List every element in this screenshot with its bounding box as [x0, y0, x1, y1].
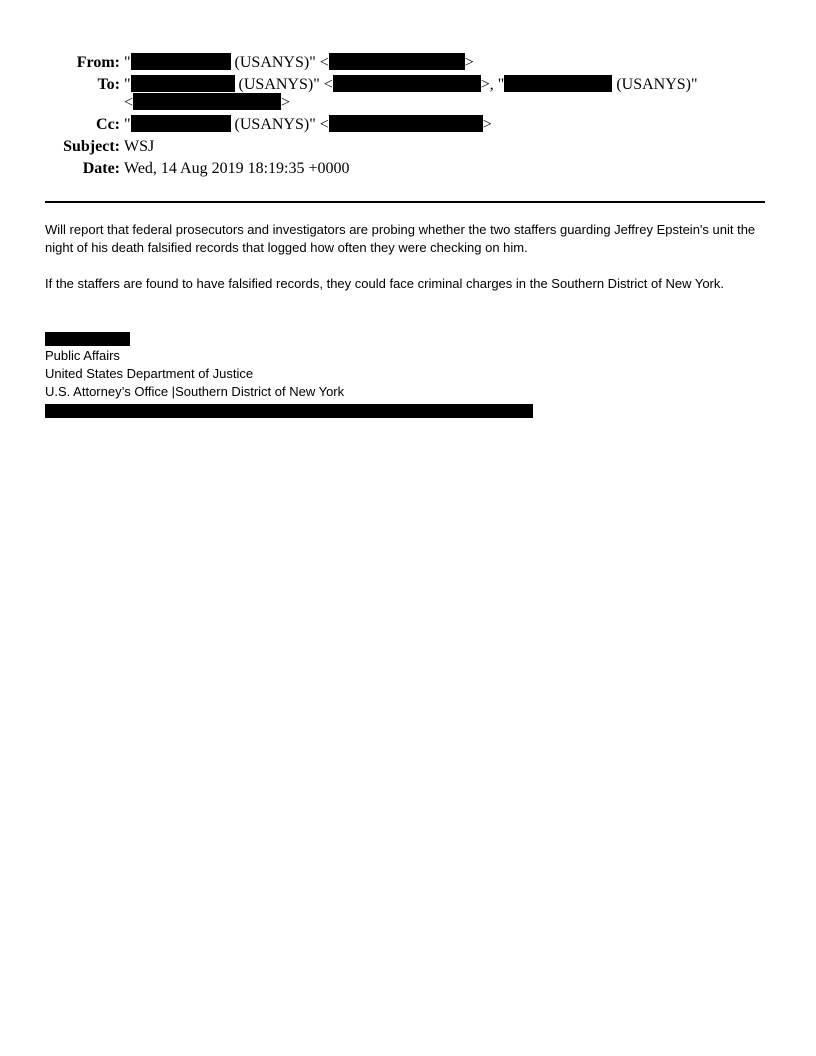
header-divider: [45, 201, 765, 203]
to-separator: >, ": [480, 76, 505, 93]
from-end: >: [464, 54, 474, 71]
date-label: Date:: [82, 160, 120, 177]
cc-end: >: [482, 116, 492, 133]
to-name-redaction: [131, 75, 235, 92]
cc-label: Cc:: [96, 116, 120, 133]
to-name2-suffix: (USANYS)": [616, 76, 698, 93]
signature-agency: United States Department of Justice: [45, 366, 254, 381]
body-paragraph-1: Will report that federal prosecutors and investigators are probing whether the two staffers guarding Jeffrey Epstein's unit the night of his death falsified records that logged how often they were checking on him.: [45, 222, 756, 255]
to-cont-open: <: [124, 94, 134, 111]
from-email-redaction: [329, 53, 465, 70]
from-label: From:: [76, 54, 120, 71]
subject-label: Subject:: [63, 138, 120, 155]
signature-name-redaction: [45, 332, 130, 346]
from-name-redaction: [131, 53, 231, 70]
subject-value: WSJ: [124, 138, 155, 155]
to-continuation-row: [0, 93, 816, 113]
from-value: [124, 53, 474, 73]
to-email-redaction: [333, 75, 481, 92]
to-name2-redaction: [504, 75, 612, 92]
to-cont-close: >: [281, 94, 291, 111]
to-quote: ": [124, 76, 131, 93]
signature-department: Public Affairs: [45, 348, 120, 363]
to-value: [124, 75, 698, 95]
from-row: [0, 53, 816, 73]
body-paragraph-2: If the staffers are found to have falsified records, they could face criminal charges in the Southern District of New York.: [45, 276, 724, 291]
from-name-suffix: (USANYS)" <: [234, 54, 329, 71]
cc-email-redaction: [329, 115, 483, 132]
to-continuation: [124, 93, 290, 113]
subject-row: [0, 137, 816, 157]
date-row: [0, 159, 816, 179]
to-row: [0, 75, 816, 95]
cc-name-redaction: [131, 115, 231, 132]
cc-value: [124, 115, 492, 135]
cc-row: [0, 115, 816, 135]
date-value: Wed, 14 Aug 2019 18:19:35 +0000: [124, 160, 350, 177]
to-name-suffix: (USANYS)" <: [238, 76, 333, 93]
to-label: To:: [97, 76, 120, 93]
cc-quote: ": [124, 116, 131, 133]
signature-contact-redaction: [45, 404, 533, 418]
signature-office: U.S. Attorney’s Office |Southern District of New York: [45, 384, 345, 399]
to-email2-redaction: [133, 93, 281, 110]
cc-name-suffix: (USANYS)" <: [234, 116, 329, 133]
from-quote: ": [124, 54, 131, 71]
